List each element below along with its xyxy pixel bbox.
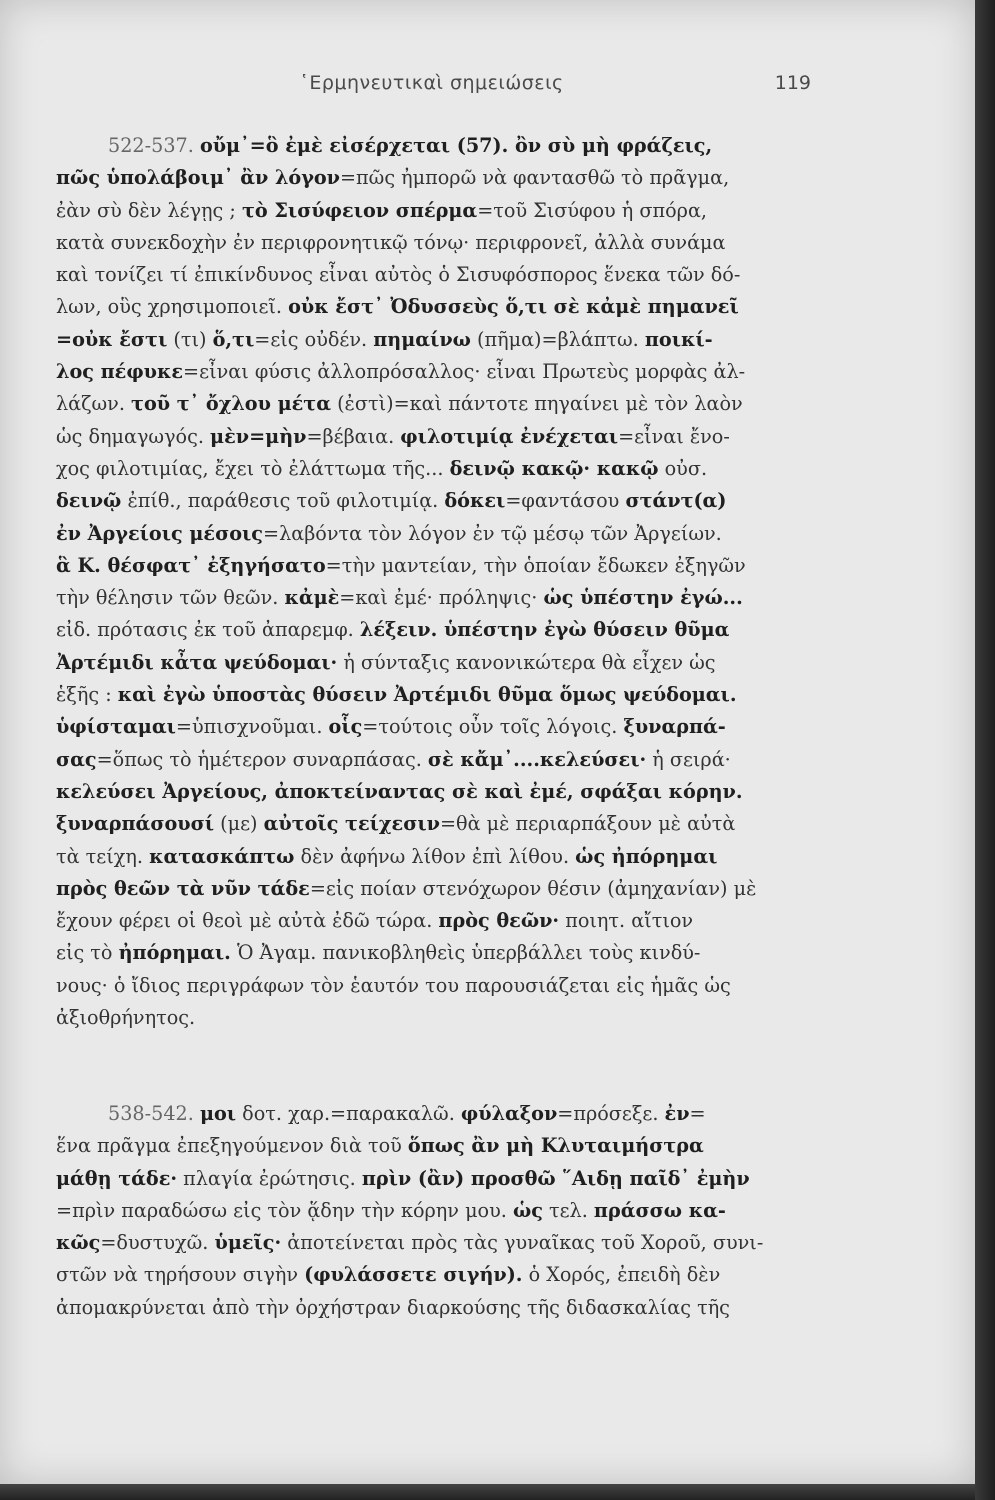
text-line xyxy=(56,518,822,550)
running-head xyxy=(56,72,811,102)
lemma-text: δεινῷ xyxy=(56,489,122,513)
gloss-text: λων, οὓς χρησιμοποιεῖ. xyxy=(56,295,289,319)
text-line xyxy=(56,485,822,517)
text-line xyxy=(56,841,822,873)
running-head-title: ῾Ερμηνευτικαὶ σημειώσεις xyxy=(299,72,564,94)
gloss-text: ἕνα πρᾶγμα ἐπεξηγούμενον διὰ τοῦ xyxy=(56,1134,408,1158)
text-line xyxy=(56,744,822,776)
gloss-text: (τι) xyxy=(167,327,213,351)
gloss-text: ἡ σειρά· xyxy=(646,747,731,771)
lemma-text: σας xyxy=(56,747,97,771)
lemma-text: ὑφίσταμαι xyxy=(56,715,176,739)
gloss-text: ἀξιοθρήνητος. xyxy=(56,1006,196,1030)
lemma-text: πρὶν (ἂν) προσθῶ ῞Αιδῃ παῖδ᾽ ἐμὴν xyxy=(361,1166,750,1190)
gloss-text: τὰ τείχη. xyxy=(56,844,150,868)
text-line xyxy=(56,776,822,808)
gloss-text: (πῆμα)=βλάπτω. xyxy=(470,327,645,351)
lemma-text: φύλαξον xyxy=(460,1102,558,1125)
lemma-text: τοῦ τ᾽ ὄχλου μέτα xyxy=(131,392,331,416)
lemma-text: ὡς ἠπόρημαι xyxy=(575,844,718,868)
lemma-text: (φυλάσσετε σιγήν). xyxy=(304,1263,523,1287)
gloss-text: ἔχουν φέρει οἱ θεοὶ μὲ αὐτὰ ἐδῶ τώρα. xyxy=(56,909,439,933)
gloss-text: ἡ σύνταξις κανονικώτερα θὰ εἶχεν ὡς xyxy=(337,650,716,674)
gloss-text: χος φιλοτιμίας, ἔχει τὸ ἐλάττωμα τῆς... xyxy=(56,456,450,480)
lemma-text: πρὸς θεῶν· xyxy=(438,909,560,933)
gloss-text: τὴν θέλησιν τῶν θεῶν. xyxy=(56,586,285,610)
lemma-text: μάθῃ τάδε· xyxy=(56,1166,178,1190)
gloss-text: =δυστυχῶ. xyxy=(100,1231,215,1255)
verse-range: 522-537. xyxy=(108,134,200,157)
text-line xyxy=(56,808,822,840)
text-line xyxy=(56,647,822,679)
gloss-text: =εἶναι φύσις ἀλλοπρόσαλλος· εἶναι Πρωτεὺς μορφὰς ἀλ- xyxy=(183,360,746,384)
text-line xyxy=(56,421,822,453)
lemma-text: ὅ,τι xyxy=(212,327,255,351)
lemma-text: κἀμὲ xyxy=(284,586,340,610)
lemma-text: =οὐκ ἔστι xyxy=(56,327,168,351)
lemma-text: στάντ(α) xyxy=(625,489,727,513)
lemma-text: ὅπως ἂν μὴ Κλυταιμήστρα xyxy=(407,1134,704,1158)
lemma-text: πρὸς θεῶν τὰ νῦν τάδε xyxy=(56,876,310,900)
gloss-text: =τοῦ Σισύφου ἡ σπόρα, xyxy=(477,198,708,222)
page-number: 119 xyxy=(774,72,811,94)
gloss-text: ἑξῆς : xyxy=(56,683,118,707)
lemma-text: ἠπόρημαι. xyxy=(118,941,231,965)
gloss-text: ἀπομακρύνεται ἀπὸ τὴν ὀρχήστραν διαρκούσης τῆς διδασκαλίας τῆς xyxy=(56,1295,730,1319)
gloss-text: πλαγία ἐρώτησις. xyxy=(177,1166,362,1190)
text-line xyxy=(56,291,822,323)
gloss-text: ἀποτείνεται πρὸς τὰς γυναῖκας τοῦ Χοροῦ, συνι- xyxy=(281,1231,764,1255)
lemma-text: ξυναρπάσουσί xyxy=(56,812,215,836)
text-line xyxy=(56,614,822,646)
lemma-text: λος πέφυκε xyxy=(56,360,184,384)
text-line xyxy=(56,1130,822,1162)
lemma-text: φιλοτιμίᾳ ἐνέχεται xyxy=(400,424,619,448)
lemma-text: ὡς xyxy=(512,1198,543,1222)
lemma-text: ἐν xyxy=(664,1102,690,1125)
text-line xyxy=(56,1098,822,1130)
gloss-text: =πρὶν παραδώσω εἰς τὸν ᾅδην τὴν κόρην μου. xyxy=(56,1198,513,1222)
lemma-text: καὶ ἐγὼ ὑποστὰς θύσειν Ἀρτέμιδι θῦμα ὅμως ψεύδομαι. xyxy=(117,683,737,707)
lemma-text: μὲν=μὴν xyxy=(210,424,307,448)
text-line xyxy=(56,873,822,905)
gloss-text: τελ. xyxy=(542,1198,594,1222)
lemma-text: πημαίνω xyxy=(373,327,471,351)
text-line xyxy=(56,970,822,1002)
lemma-text: ὑμεῖς· xyxy=(214,1231,282,1255)
text-line xyxy=(56,937,822,969)
gloss-text: =καὶ ἐμέ· πρόληψις· xyxy=(339,586,544,610)
commentary-block-538-542 xyxy=(56,1098,822,1324)
gloss-text: =λαβόντα τὸν λόγον ἐν τῷ μέσῳ τῶν Ἀργείων. xyxy=(263,521,722,545)
gloss-text: = xyxy=(689,1102,706,1125)
gloss-text: ποιητ. αἴτιον xyxy=(559,909,694,933)
lemma-text: πράσσω κα- xyxy=(593,1198,726,1222)
text-line xyxy=(56,195,822,227)
gloss-text: εἰδ. πρότασις ἐκ τοῦ ἀπαρεμφ. xyxy=(56,618,360,642)
text-line xyxy=(56,453,822,485)
gloss-text: λάζων. xyxy=(56,392,132,416)
lemma-text: κῶς xyxy=(56,1231,101,1255)
gloss-text: καὶ τονίζει τί ἐπικίνδυνος εἶναι αὐτὸς ὁ Σισυφόσπορος ἕνεκα τῶν δό- xyxy=(56,263,741,287)
text-line xyxy=(56,356,822,388)
commentary-block-522-537 xyxy=(56,130,822,1034)
lemma-text: κατασκάπτω xyxy=(149,844,295,868)
text-line xyxy=(56,1002,822,1034)
gloss-text: =πρόσεξε. xyxy=(557,1102,665,1125)
gloss-text: Ὁ Ἀγαμ. πανικοβληθεὶς ὑπερβάλλει τοὺς κινδύ- xyxy=(230,941,701,965)
lemma-text: λέξειν. ὑπέστην ἐγὼ θύσειν θῦμα xyxy=(359,618,730,642)
text-line xyxy=(56,227,822,259)
text-line xyxy=(56,259,822,291)
page-edge-right xyxy=(975,0,995,1500)
gloss-text: =βέβαια. xyxy=(306,424,401,448)
lemma-text: ἐν Ἀργείοις μέσοις xyxy=(56,521,263,545)
lemma-text: ποικί- xyxy=(644,327,713,351)
lemma-text: Ἀρτέμιδι κἆτα ψεύδομαι· xyxy=(56,650,338,674)
gloss-text: =θὰ μὲ περιαρπάξουν μὲ αὐτὰ xyxy=(439,812,736,836)
gloss-text: εἰς τὸ xyxy=(56,941,119,965)
lemma-text: δεινῷ κακῷ· κακῷ xyxy=(449,456,659,480)
gloss-text: ὁ Χορός, ἐπειδὴ δὲν xyxy=(522,1263,721,1287)
text-line xyxy=(56,711,822,743)
gloss-text: =πῶς ἠμπορῶ νὰ φαντασθῶ τὸ πρᾶγμα, xyxy=(339,166,730,190)
text-line xyxy=(56,1227,822,1259)
gloss-text: στῶν νὰ τηρήσουν σιγὴν xyxy=(56,1263,305,1287)
text-line xyxy=(56,162,822,194)
gloss-text: νους· ὁ ἴδιος περιγράφων τὸν ἑαυτόν του παρουσιάζεται εἰς ἡμᾶς ὡς xyxy=(56,973,731,997)
gloss-text: (ἐστὶ)=καὶ πάντοτε πηγαίνει μὲ τὸν λαὸν xyxy=(330,392,743,416)
gloss-text: =ὅπως τὸ ἡμέτερον συναρπάσας. xyxy=(96,747,428,771)
gloss-text: δὲν ἀφήνω λίθον ἐπὶ λίθου. xyxy=(294,844,576,868)
text-line xyxy=(56,550,822,582)
lemma-text: τὸ Σισύφειον σπέρμα xyxy=(241,198,478,222)
lemma-text: οἷς xyxy=(328,715,363,739)
lemma-text: οὐκ ἔστ᾽ Ὀδυσσεὺς ὅ,τι σὲ κἀμὲ πημανεῖ xyxy=(288,295,739,319)
text-line xyxy=(56,1292,822,1324)
gloss-text: =εἰς οὐδέν. xyxy=(254,327,374,351)
gloss-text: =φαντάσου xyxy=(505,489,626,513)
text-line xyxy=(56,582,822,614)
text-line xyxy=(56,1259,822,1291)
gloss-text: =εἰς ποίαν στενόχωρον θέσιν (ἀμηχανίαν) μὲ xyxy=(309,876,757,900)
text-line xyxy=(56,1163,822,1195)
text-line xyxy=(56,388,822,420)
text-line xyxy=(56,679,822,711)
lemma-text: οὔμ᾽=ὃ ἐμὲ εἰσέρχεται (57). ὂν σὺ μὴ φράζεις, xyxy=(199,134,713,157)
gloss-text: δοτ. χαρ.=παρακαλῶ. xyxy=(236,1102,461,1125)
verse-range: 538-542. xyxy=(108,1102,200,1125)
gloss-text: ὡς δημαγωγός. xyxy=(56,424,211,448)
lemma-text: κελεύσει Ἀργείους, ἀποκτείναντας σὲ καὶ ἐμέ, σφάξαι κόρην. xyxy=(56,779,743,803)
gloss-text: =τὴν μαντείαν, τὴν ὁποίαν ἔδωκεν ἐξηγῶν xyxy=(325,553,746,577)
lemma-text: αὐτοῖς τείχεσιν xyxy=(263,812,440,836)
gloss-text: (με) xyxy=(214,812,264,836)
text-line xyxy=(56,905,822,937)
text-line xyxy=(56,130,822,162)
lemma-text: πῶς ὑπολάβοιμ᾽ ἂν λόγον xyxy=(56,166,340,190)
gloss-text: οὐσ. xyxy=(658,456,708,480)
gloss-text: ἐὰν σὺ δὲν λέγῃς ; xyxy=(56,198,242,222)
gloss-text: =εἶναι ἔνο- xyxy=(618,424,730,448)
lemma-text: σὲ κἄμ᾽....κελεύσει· xyxy=(427,747,647,771)
text-line xyxy=(56,324,822,356)
gloss-text: κατὰ συνεκδοχὴν ἐν περιφρονητικῷ τόνῳ· περιφρονεῖ, ἀλλὰ συνάμα xyxy=(56,230,726,254)
gloss-text: =τούτοις οὖν τοῖς λόγοις. xyxy=(362,715,624,739)
text-line xyxy=(56,1195,822,1227)
lemma-text: μοι xyxy=(199,1102,237,1125)
lemma-text: ὡς ὑπέστην ἐγώ... xyxy=(543,586,743,610)
lemma-text: ἃ Κ. θέσφατ᾽ ἐξηγήσατο xyxy=(56,553,326,577)
gloss-text: ἐπίθ., παράθεσις τοῦ φιλοτιμίᾳ. xyxy=(121,489,445,513)
page-edge-bottom xyxy=(0,1484,975,1500)
lemma-text: ξυναρπά- xyxy=(623,715,726,739)
gloss-text: =ὑπισχνοῦμαι. xyxy=(175,715,329,739)
lemma-text: δόκει xyxy=(444,489,506,513)
